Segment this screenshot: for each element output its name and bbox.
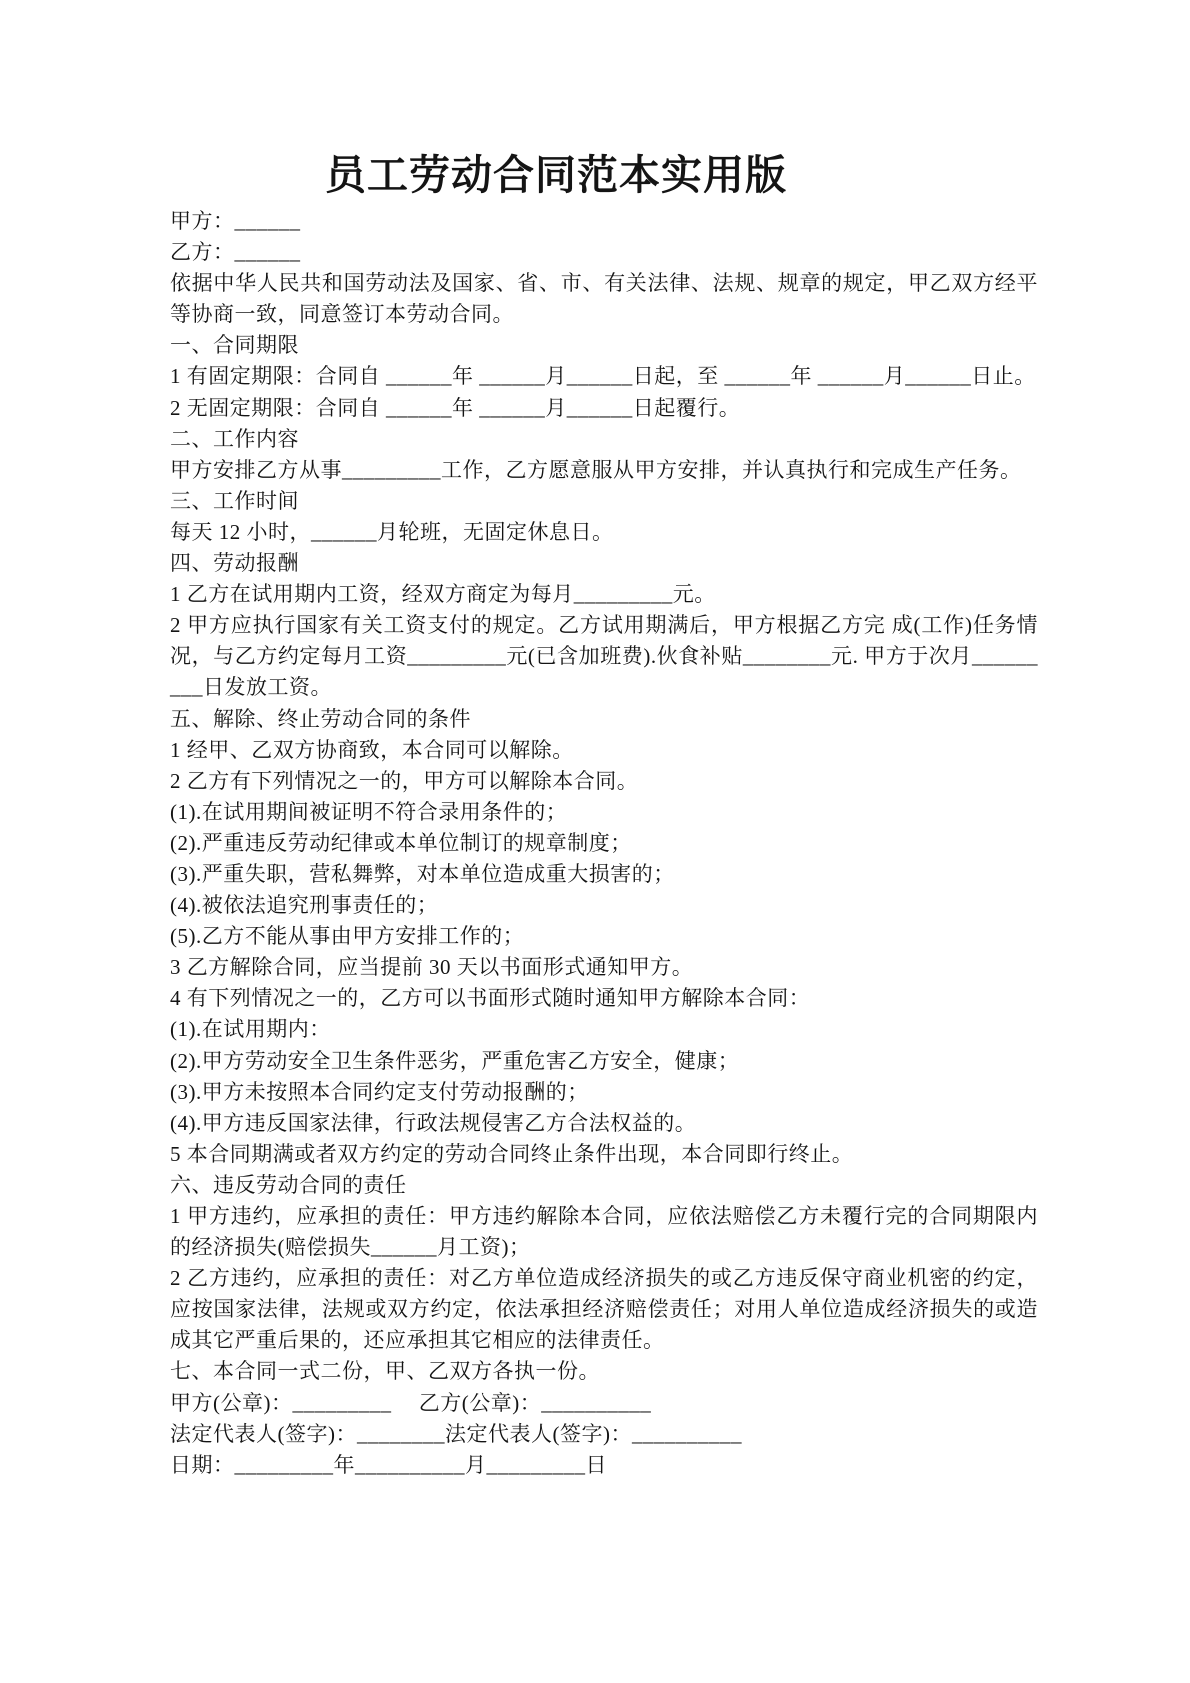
contract-paragraph: 依据中华人民共和国劳动法及国家、省、市、有关法律、法规、规章的规定，甲乙双方经平等协商一致，同意签订本劳动合同。 [170,271,1038,327]
contract-paragraph: 1 乙方在试用期内工资，经双方商定为每月_________元。 [170,582,716,607]
contract-paragraph: 2 甲方应执行国家有关工资支付的规定。乙方试用期满后，甲方根据乙方完 成(工作)任务情况，与乙方约定每月工资_________元(已含加班费).伙食补贴________元. 甲方于次月_________日发放工资。 [170,613,1038,700]
contract-paragraph: 二、工作内容 [170,426,299,451]
document-title: 员工劳动合同范本实用版 [325,152,787,198]
contract-paragraph: 2 无固定期限：合同自 ______年 ______月______日起覆行。 [170,395,741,420]
contract-paragraph: (1).在试用期内： [170,1017,331,1042]
contract-paragraph: 乙方：______ [170,240,301,265]
contract-paragraph: 三、工作时间 [170,488,299,513]
contract-paragraph: 2 乙方违约，应承担的责任：对乙方单位造成经济损失的或乙方违反保守商业机密的约定，应按国家法律，法规或双方约定，依法承担经济赔偿责任；对用人单位造成经济损失的或造成其它严重后果的，还应承担其它相应的法律责任。 [170,1266,1038,1353]
contract-paragraph: (5).乙方不能从事由甲方安排工作的； [170,924,525,949]
contract-paragraph: 3 乙方解除合同，应当提前 30 天以书面形式通知甲方。 [170,955,694,980]
contract-paragraph: (4).被依法追究刑事责任的； [170,893,439,918]
contract-paragraph: (2).严重违反劳动纪律或本单位制订的规章制度； [170,830,632,855]
contract-paragraph: (2).甲方劳动安全卫生条件恶劣，严重危害乙方安全，健康； [170,1048,740,1073]
contract-paragraph: 每天 12 小时，______月轮班，无固定休息日。 [170,519,614,544]
contract-body [170,206,1038,1481]
contract-paragraph: 2 乙方有下列情况之一的，甲方可以解除本合同。 [170,768,639,793]
contract-paragraph: (3).严重失职，营私舞弊，对本单位造成重大损害的； [170,861,675,886]
contract-paragraph: 六、违反劳动合同的责任 [170,1172,407,1197]
contract-paragraph: 1 经甲、乙双方协商致，本合同可以解除。 [170,737,574,762]
contract-paragraph: 日期：_________年__________月_________日 [170,1452,607,1477]
contract-paragraph: (1).在试用期间被证明不符合录用条件的； [170,799,568,824]
contract-paragraph: 法定代表人(签字)：________法定代表人(签字)：__________ [170,1421,742,1446]
contract-paragraph: 甲方：______ [170,209,301,233]
contract-paragraph: 4 有下列情况之一的，乙方可以书面形式随时通知甲方解除本合同： [170,986,811,1011]
contract-paragraph: 1 有固定期限：合同自 ______年 ______月______日起，至 ______年 ______月______日止。 [170,364,1036,389]
contract-paragraph: (4).甲方违反国家法律，行政法规侵害乙方合法权益的。 [170,1110,697,1135]
contract-paragraph: (3).甲方未按照本合同约定支付劳动报酬的； [170,1079,589,1104]
contract-paragraph: 一、合同期限 [170,333,299,358]
contract-paragraph: 1 甲方违约，应承担的责任：甲方违约解除本合同，应依法赔偿乙方未覆行完的合同期限内的经济损失(赔偿损失______月工资)； [170,1204,1038,1260]
contract-paragraph: 甲方安排乙方从事_________工作，乙方愿意服从甲方安排，并认真执行和完成生产任务。 [170,457,1022,482]
contract-paragraph: 四、劳动报酬 [170,551,299,576]
contract-paragraph: 甲方(公章)：_________ 乙方(公章)：__________ [170,1390,652,1415]
contract-paragraph: 五、解除、终止劳动合同的条件 [170,706,471,731]
contract-paragraph: 七、本合同一式二份，甲、乙双方各执一份。 [170,1359,600,1384]
contract-paragraph: 5 本合同期满或者双方约定的劳动合同终止条件出现，本合同即行终止。 [170,1141,854,1166]
